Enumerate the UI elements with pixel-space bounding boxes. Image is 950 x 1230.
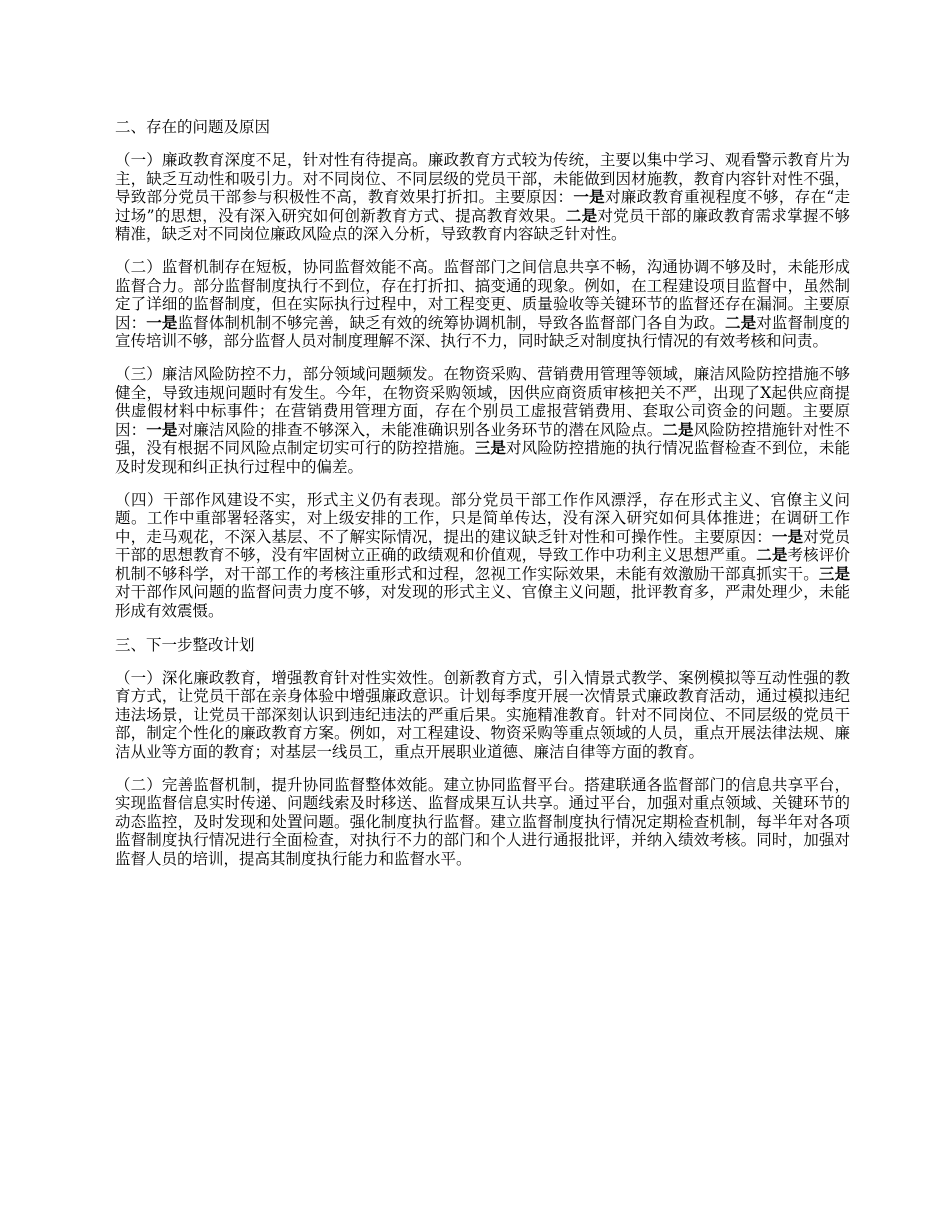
text-run: （一）廉政教育深度不足，针对性有待提高。廉政教育方式较为传统，主要以集中学习、观看警示教育片为主，缺乏互动性和吸引力。对不同岗位、不同层级的党员干部，未能做到因材施教，教育内容针对性不强，导致部分党员干部参与积极性不高，教育效果打折扣。主要原因： <box>115 151 850 207</box>
emphasis-marker: 二是 <box>662 419 694 439</box>
document-page <box>115 117 850 883</box>
text-run: 对廉政教育重视程度不够，存在“走过场”的思想，没有深入研究如何创新教育方式、提高教育效果。 <box>115 188 850 225</box>
emphasis-marker: 一是 <box>771 526 804 546</box>
emphasis-marker: 三是 <box>474 438 507 458</box>
text-run: 风险防控措施针对性不强，没有根据不同风险点制定切实可行的防控措施。 <box>115 420 850 458</box>
text-run: 对监督制度的宣传培训不够，部分监督人员对制度理解不深、执行不力，同时缺乏对制度执行情况的有效考核和问责。 <box>115 313 850 351</box>
text-run: 考核评价机制不够科学，对干部工作的考核注重形式和过程，忽视工作实际效果，未能有效激励干部真抓实干。 <box>115 546 850 583</box>
text-run: 监督体制机制不够完善，缺乏有效的统筹协调机制，导致各监督部门各自为政。 <box>177 313 725 332</box>
section-heading-problems: 二、存在的问题及原因 <box>115 118 271 136</box>
paragraph-plan-1 <box>115 669 850 762</box>
paragraph-problem-2 <box>115 258 850 351</box>
emphasis-marker: 三是 <box>818 563 850 583</box>
text-run: 对廉洁风险的排查不够深入，未能准确识别各业务环节的潜在风险点。 <box>177 420 663 439</box>
emphasis-marker: 一是 <box>146 312 178 332</box>
text-run: （二）监督机制存在短板，协同监督效能不高。监督部门之间信息共享不畅，沟通协调不够及时，未能形成监督合力。部分监督制度执行不到位，存在打折扣、搞变通的现象。例如，在工程建设项目监督中，虽然制定了详细的监督制度，但在实际执行过程中，对工程变更、质量验收等关键环节的监督还存在漏洞。主要原因： <box>115 257 850 332</box>
emphasis-marker: 一是 <box>573 187 605 207</box>
emphasis-marker: 一是 <box>146 419 178 439</box>
paragraph-problem-1 <box>115 151 850 244</box>
emphasis-marker: 二是 <box>756 545 788 565</box>
text-run: 对干部作风问题的监督问责力度不够，对发现的形式主义、官僚主义问题，批评教育多，严肃处理少，未能形成有效震慑。 <box>115 583 850 621</box>
text-run: 对风险防控措施的执行情况监督检查不到位，未能及时发现和纠正执行过程中的偏差。 <box>115 439 850 476</box>
text-run: （二）完善监督机制，提升协同监督整体效能。建立协同监督平台。搭建联通各监督部门的信息共享平台，实现监督信息实时传递、问题线索及时移送、监督成果互认共享。通过平台，加强对重点领域、关键环节的动态监控，及时发现和处置问题。强化制度执行监督。建立监督制度执行情况定期检查机制，每半年对各项监督制度执行情况进行全面检查，对执行不力的部门和个人进行通报批评，并纳入绩效考核。同时，加强对监督人员的培训，提高其制度执行能力和监督水平。 <box>115 775 850 868</box>
paragraph-problem-4 <box>115 491 850 621</box>
emphasis-marker: 二是 <box>724 312 757 332</box>
paragraph-problem-3 <box>115 365 850 477</box>
text-run: （一）深化廉政教育，增强教育针对性实效性。创新教育方式，引入情景式教学、案例模拟等互动性强的教育方式，让党员干部在亲身体验中增强廉政意识。计划每季度开展一次情景式廉政教育活动，通过模拟违纪违法场景，让党员干部深刻认识到违纪违法的严重后果。实施精准教育。针对不同岗位、不同层级的党员干部，制定个性化的廉政教育方案。例如，对工程建设、物资采购等重点领域的人员，重点开展法律法规、廉洁从业等方面的教育；对基层一线员工，重点开展职业道德、廉洁自律等方面的教育。 <box>115 668 850 762</box>
paragraph-plan-2 <box>115 776 850 869</box>
emphasis-marker: 二是 <box>565 205 598 225</box>
text-run: 对党员干部的思想教育不够，没有牢固树立正确的政绩观和价值观，导致工作中功利主义思想严重。 <box>115 527 850 565</box>
text-run: （三）廉洁风险防控不力，部分领域问题频发。在物资采购、营销费用管理等领域，廉洁风险防控措施不够健全，导致违规问题时有发生。今年，在物资采购领域，因供应商资质审核把关不严，出现了X起供应商提供虚假材料中标事件；在营销费用管理方面，存在个别员工虚报营销费用、套取公司资金的问题。主要原因： <box>115 364 850 439</box>
text-run: 对党员干部的廉政教育需求掌握不够精准，缺乏对不同岗位廉政风险点的深入分析，导致教育内容缺乏针对性。 <box>115 206 850 244</box>
section-heading-plan: 三、下一步整改计划 <box>115 635 255 654</box>
text-run: （四）干部作风建设不实，形式主义仍有表现。部分党员干部工作作风漂浮，存在形式主义、官僚主义问题。工作中重部署轻落实，对上级安排的工作，只是简单传达，没有深入研究如何具体推进；在调研工作中，走马观花，不深入基层、不了解实际情况，提出的建议缺乏针对性和可操作性。主要原因： <box>115 490 850 546</box>
